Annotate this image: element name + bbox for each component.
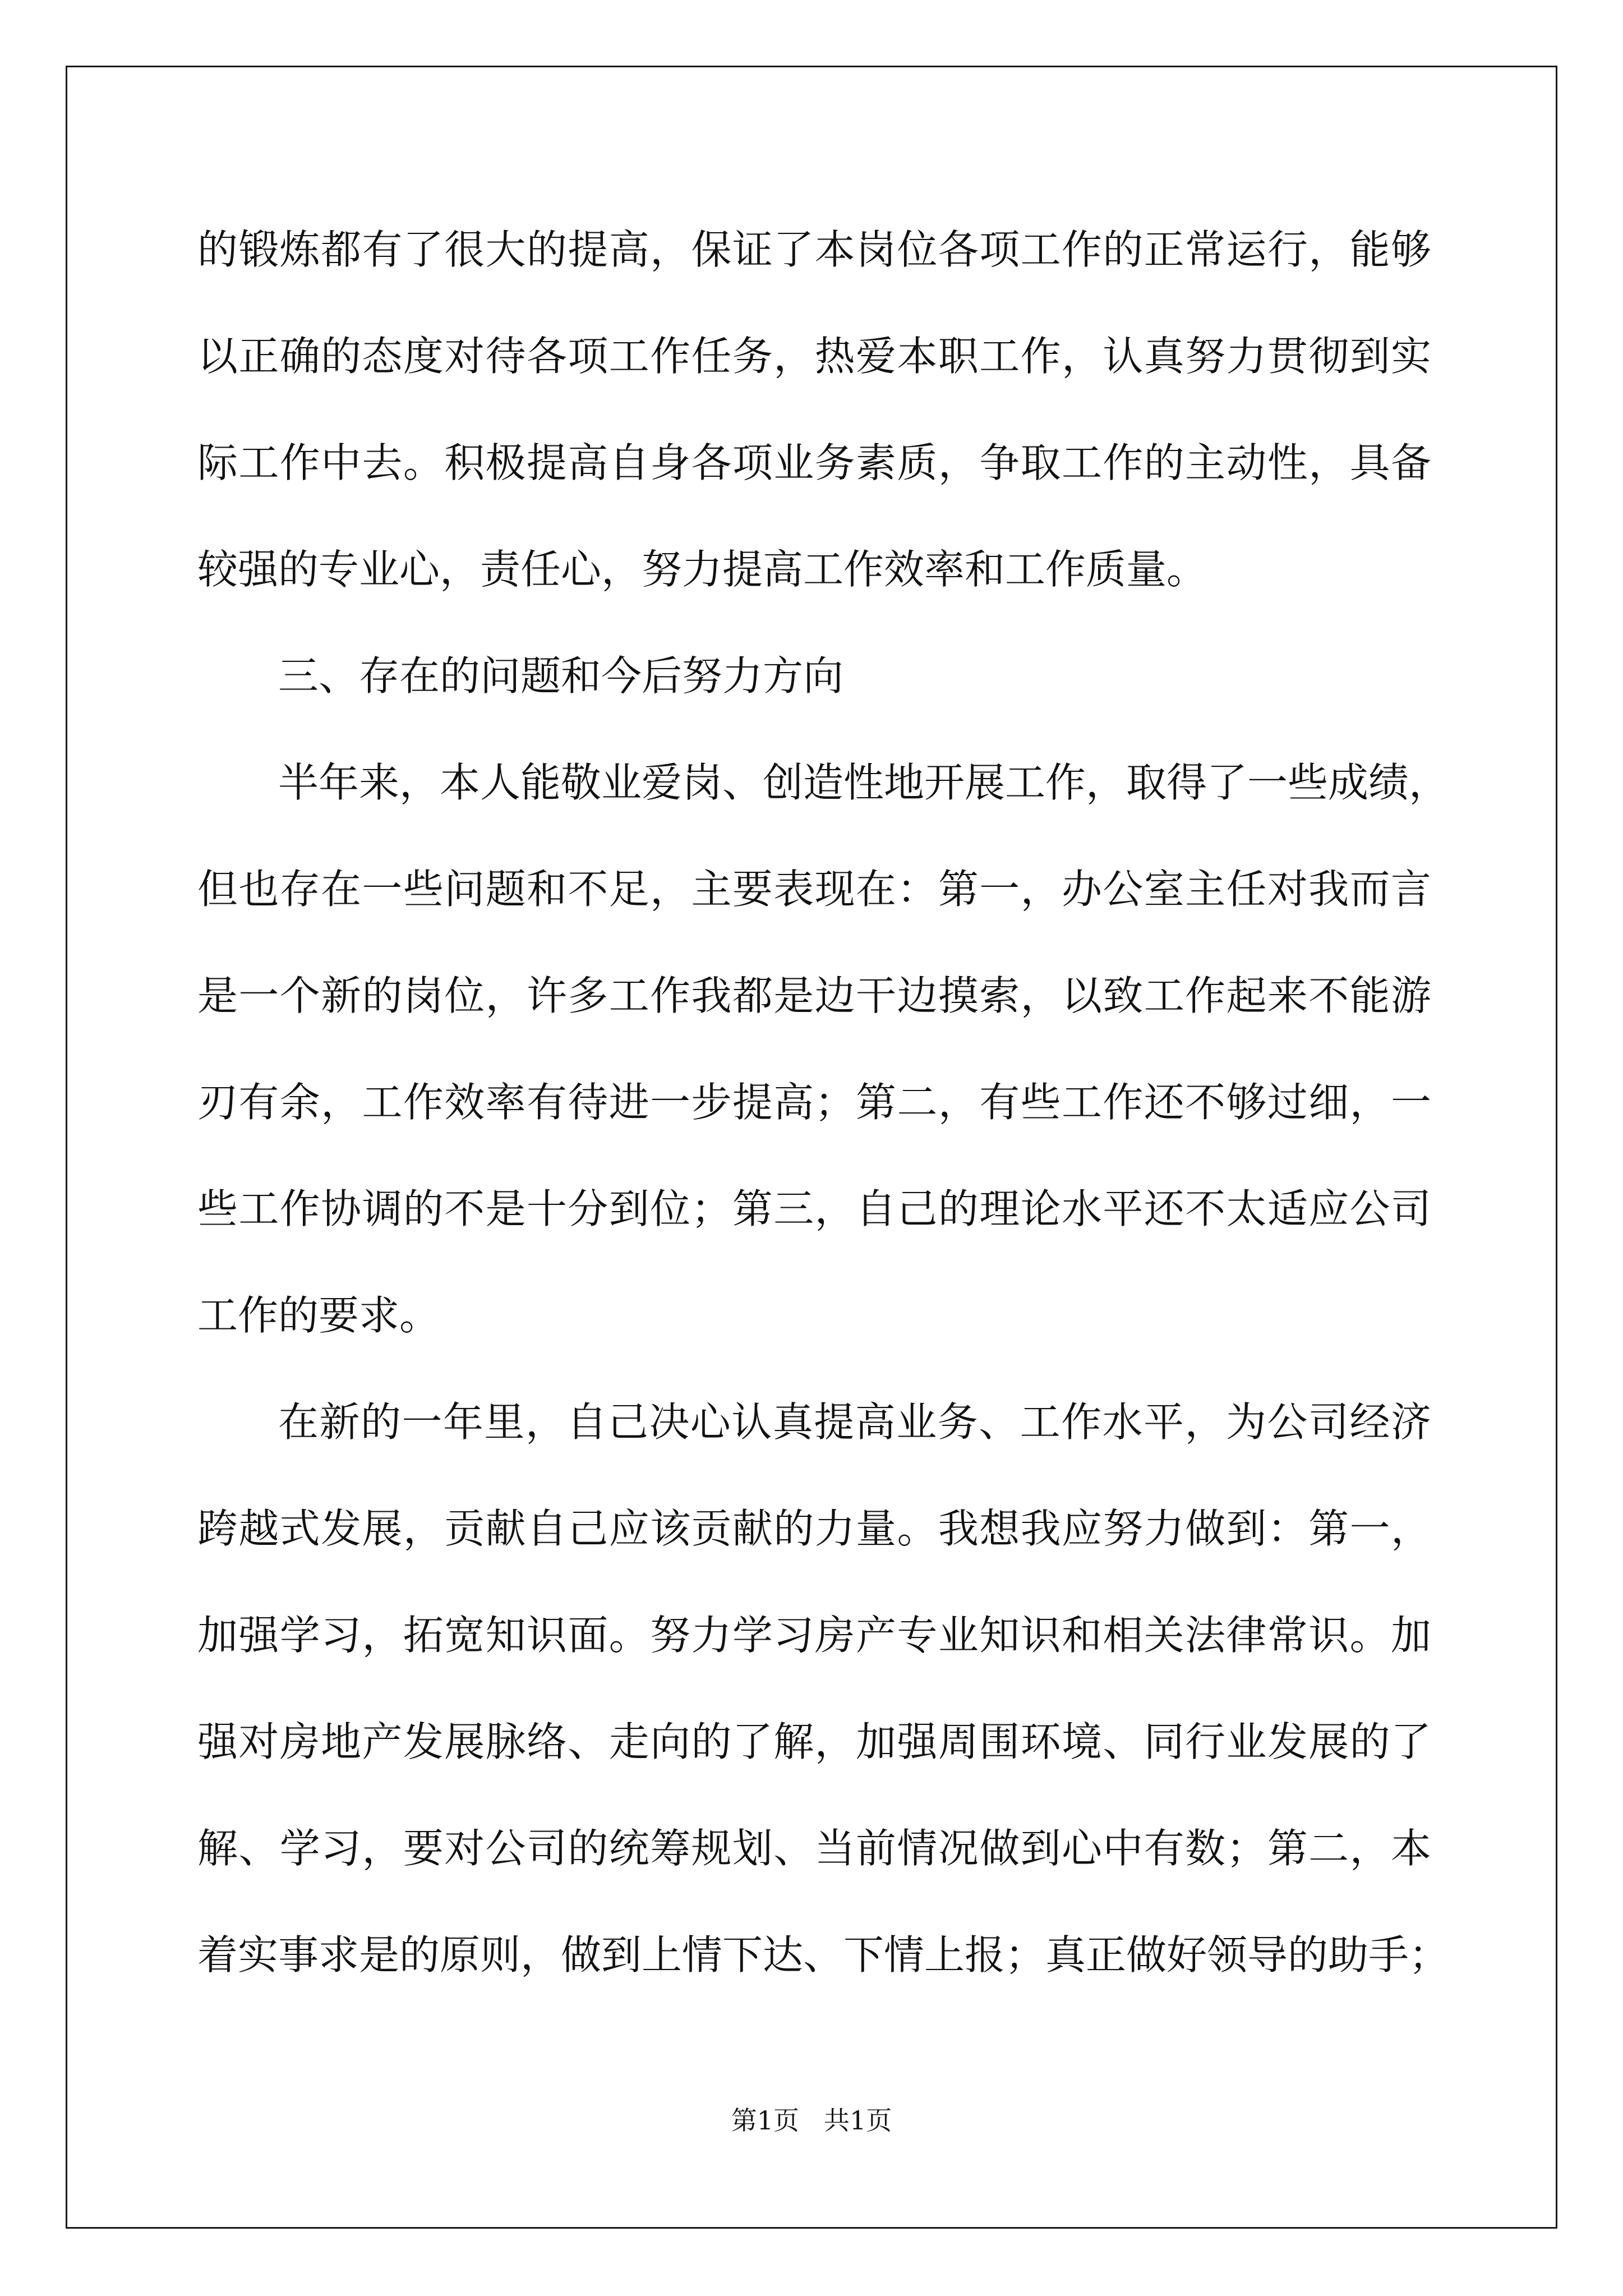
text-line: 在新的一年里，自己决心认真提高业务、工作水平，为公司经济 xyxy=(278,1398,1431,1446)
document-body xyxy=(197,210,1450,2022)
text-line: 刃有余，工作效率有待进一步提高；第二，有些工作还不够过细，一 xyxy=(197,1079,1431,1126)
text-line: 半年来，本人能敬业爱岗、创造性地开展工作，取得了一些成绩， xyxy=(278,759,1450,806)
text-line: 工作的要求。 xyxy=(197,1292,440,1339)
page-footer xyxy=(0,2100,1623,2137)
text-line: 较强的专业心，责任心，努力提高工作效率和工作质量。 xyxy=(197,546,1207,593)
text-line: 解、学习，要对公司的统筹规划、当前情况做到心中有数；第二，本 xyxy=(197,1825,1431,1872)
text-line: 强对房地产发展脉络、走向的了解，加强周围环境、同行业发展的了 xyxy=(197,1718,1431,1765)
text-line: 但也存在一些问题和不足，主要表现在：第一，办公室主任对我而言 xyxy=(197,866,1431,913)
text-line: 是一个新的岗位，许多工作我都是边干边摸索，以致工作起来不能游 xyxy=(197,972,1431,1019)
page-number-total: 共1页 xyxy=(823,2105,892,2136)
text-line: 的锻炼都有了很大的提高，保证了本岗位各项工作的正常运行，能够 xyxy=(197,226,1431,273)
text-line: 以正确的态度对待各项工作任务，热爱本职工作，认真努力贯彻到实 xyxy=(197,333,1431,380)
footer-spacer xyxy=(799,2105,824,2136)
text-line: 际工作中去。积极提高自身各项业务素质，争取工作的主动性，具备 xyxy=(197,439,1431,486)
text-line: 跨越式发展，贡献自己应该贡献的力量。我想我应努力做到：第一， xyxy=(197,1505,1431,1552)
text-line: 些工作协调的不是十分到位；第三，自己的理论水平还不太适应公司 xyxy=(197,1185,1431,1232)
page-number-current: 第1页 xyxy=(731,2105,800,2136)
section-heading: 三、存在的问题和今后努力方向 xyxy=(278,652,844,700)
text-line: 着实事求是的原则，做到上情下达、下情上报；真正做好领导的助手； xyxy=(197,1931,1450,1978)
text-line: 加强学习，拓宽知识面。努力学习房产专业知识和相关法律常识。加 xyxy=(197,1612,1431,1659)
